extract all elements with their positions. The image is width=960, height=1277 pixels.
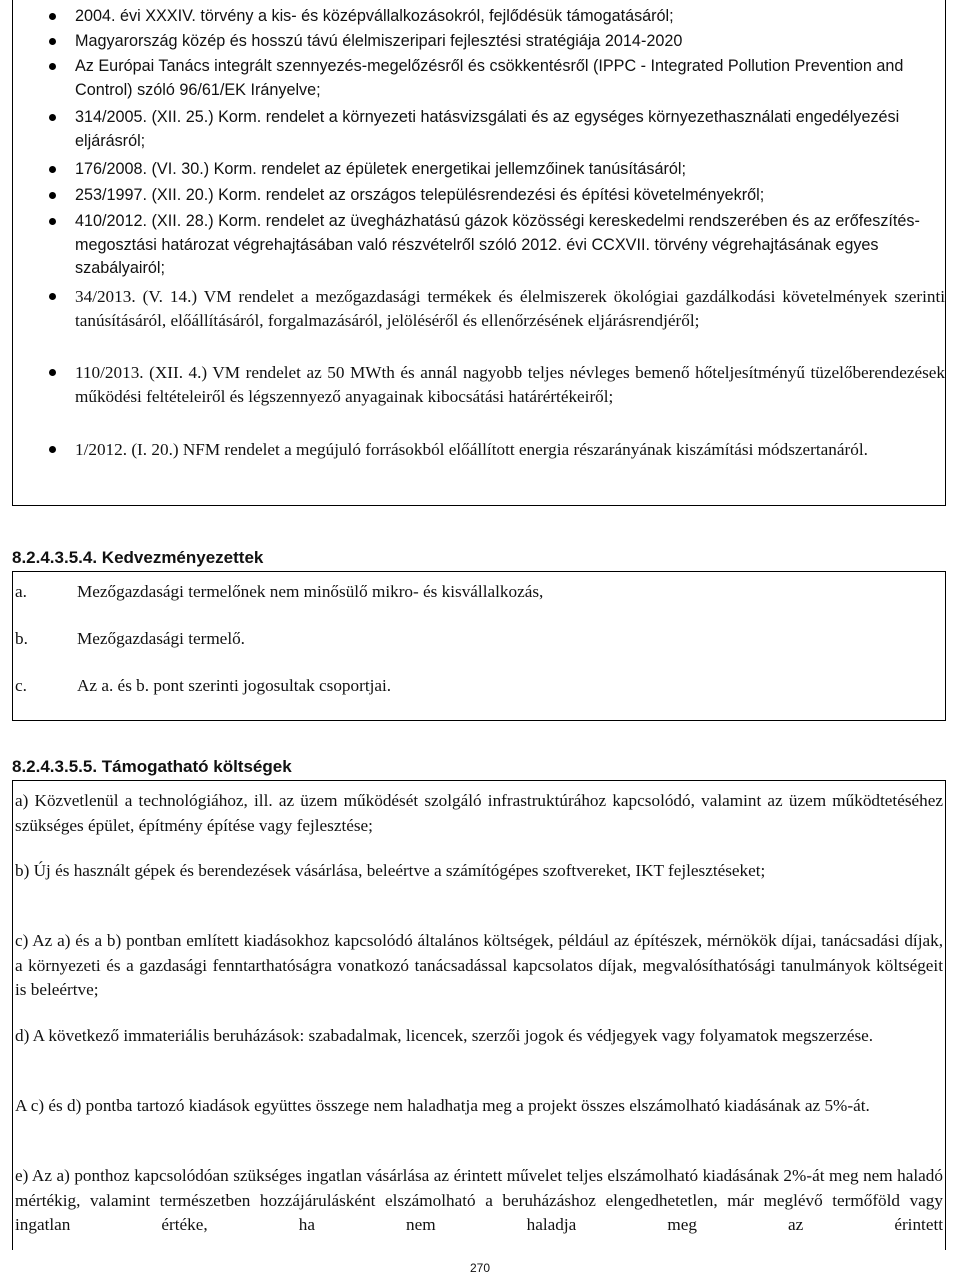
page-number: 270 [469, 1261, 491, 1275]
bullet-icon [49, 114, 56, 121]
beneficiaries-box: a. Mezőgazdasági termelőnek nem minősülő mikro- és kisvállalkozás, b. Mezőgazdasági termelő. c. Az a. és b. pont szerinti jogosultak csoportjai. [12, 571, 946, 721]
bullet-icon [49, 192, 56, 199]
list-item: Magyarország közép és hosszú távú élelmiszeripari fejlesztési stratégiája 2014-2020 [75, 30, 945, 54]
list-item: 253/1997. (XII. 20.) Korm. rendelet az országos településrendezési és építési követelményekről; [75, 184, 945, 208]
list-item: 34/2013. (V. 14.) VM rendelet a mezőgazdasági termékek és élelmiszerek ökológiai gazdálkodási követelmények szerinti tanúsításáról, előállításáról, forgalmazásáról, jelöléséről és ellenőrzésének eljárásrendjéről; [75, 285, 945, 332]
bullet-icon [49, 218, 56, 225]
list-item: 410/2012. (XII. 28.) Korm. rendelet az üvegházhatású gázok közösségi kereskedelmi rendszerében és az erőfeszítés-megosztási határozat végrehajtásában való részvételről szóló 2012. évi CCXVII. törvény végrehajtásának egyes szabályairól; [75, 210, 945, 281]
cost-paragraph-a: a) Közvetlenül a technológiához, ill. az üzem működését szolgáló infrastruktúrához kapcsolódó, valamint az üzem működtetéséhez szükséges épület, építmény építése vagy fejlesztése; [15, 791, 943, 835]
list-item: Az Európai Tanács integrált szennyezés-megelőzésről és csökkentésről (IPPC - Integrated Pollution Prevention and Control) szóló 96/61/EK Irányelve; [75, 55, 945, 102]
cost-paragraph-d: d) A következő immateriális beruházások: szabadalmak, licencek, szerzői jogok és védjegyek vagy folyamatok megszerzése. [15, 1026, 874, 1045]
legislation-box [12, 0, 946, 506]
cost-paragraph-e: e) Az a) ponthoz kapcsolódóan szükséges ingatlan vásárlása az érintett művelet teljes elszámolható kiadásának 2%-át meg nem haladó mértékig, valamint természetben hozzájárulásként elszámolható a beruházáshoz elengedhetetlen, már meglévő termőföld vagy ingatlan értéke, ha nem haladja meg az érintett [15, 1166, 943, 1234]
bullet-icon [49, 293, 56, 300]
bullet-icon [49, 13, 56, 20]
cost-paragraph-b: b) Új és használt gépek és berendezések vásárlása, beleértve a számítógépes szoftvereket, IKT fejlesztéseket; [15, 861, 766, 880]
cost-paragraph-limit: A c) és d) pontba tartozó kiadások együttes összege nem haladhatja meg a projekt összes elszámolható kiadásának az 5%-át. [15, 1096, 870, 1115]
list-item: 176/2008. (VI. 30.) Korm. rendelet az épületek energetikai jellemzőinek tanúsításáról; [75, 158, 945, 182]
bullet-icon [49, 38, 56, 45]
bullet-icon [49, 369, 56, 376]
eligible-costs-box [12, 780, 946, 1250]
section-heading-beneficiaries: 8.2.4.3.5.4. Kedvezményezettek [12, 548, 264, 567]
list-item: 110/2013. (XII. 4.) VM rendelet az 50 MWth és annál nagyobb teljes névleges bemenő hőteljesítményű tüzelőberendezések működési feltételeiről és légszennyező anyagainak kibocsátási határértékeiről; [75, 361, 945, 408]
list-item: 314/2005. (XII. 25.) Korm. rendelet a környezeti hatásvizsgálati és az egységes környezethasználati engedélyezési eljárásról; [75, 106, 945, 153]
cost-paragraph-c: c) Az a) és a b) pontban említett kiadásokhoz kapcsolódó általános költségek, például az építészek, mérnökök díjai, tanácsadási díjak, a környezeti és a gazdasági fenntarthatóságra vonatkozó tanácsadással kapcsolatos díjak, megvalósíthatósági tanulmányok költségeit is beleértve; [15, 931, 943, 999]
list-item: 1/2012. (I. 20.) NFM rendelet a megújuló forrásokból előállított energia részarányának kiszámítási módszertanáról. [75, 438, 945, 462]
bullet-icon [49, 166, 56, 173]
list-item: 2004. évi XXXIV. törvény a kis- és középvállalkozásokról, fejlődésük támogatásáról; [75, 5, 945, 29]
bullet-icon [49, 446, 56, 453]
section-heading-eligible-costs: 8.2.4.3.5.5. Támogatható költségek [12, 757, 292, 776]
bullet-icon [49, 63, 56, 70]
